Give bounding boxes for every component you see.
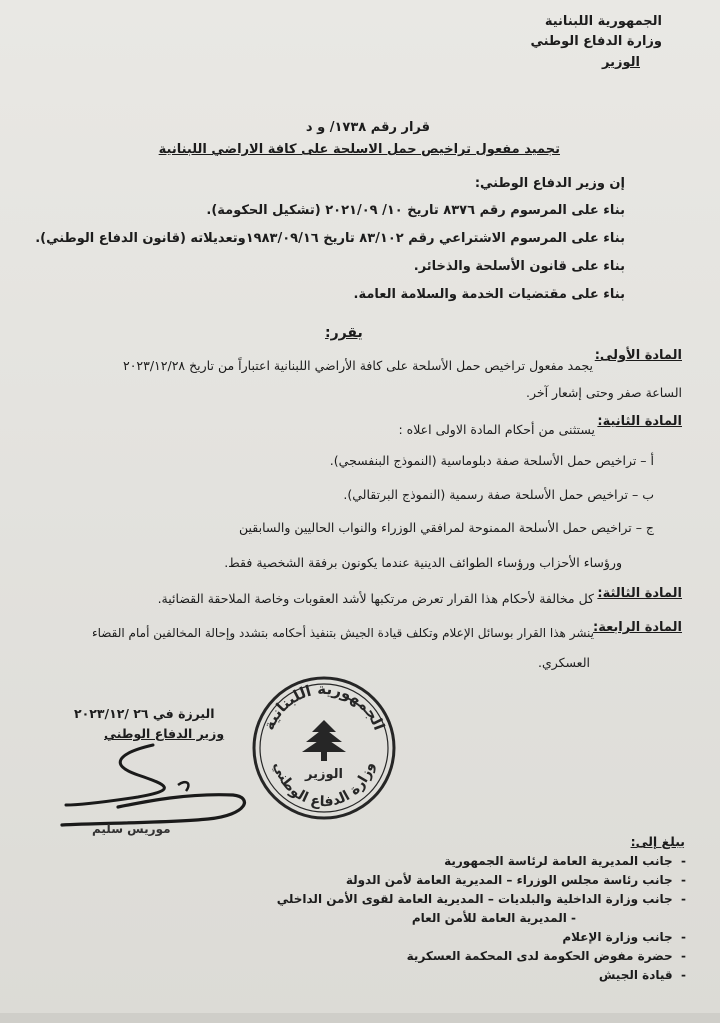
preamble-intro: إن وزير الدفاع الوطني: <box>474 176 625 191</box>
article-2-item-c-cont: ورؤساء الأحزاب ورؤساء الطوائف الدينية عندما يكونون برفقة الشخصية فقط. <box>224 555 622 570</box>
stamp-bottom-text: وزارة الدفاع الوطني <box>270 760 378 811</box>
header-minister: الوزير <box>602 55 640 70</box>
header-ministry: وزارة الدفاع الوطني <box>530 34 662 49</box>
cedar-tree-icon <box>302 720 346 761</box>
page-bottom-edge <box>0 1013 720 1023</box>
distribution-item: - قيادة الجيش <box>598 968 686 982</box>
article-2-item-a: أ – تراخيص حمل الأسلحة صفة دبلوماسية (النموذج البنفسجي). <box>329 453 654 468</box>
distribution-item: - جانب وزارة الداخلية والبلديات – المديرية العامة لقوى الأمن الداخلي <box>276 892 686 906</box>
article-2-title: المادة الثانية: <box>597 414 682 429</box>
article-4-title: المادة الرابعة: <box>593 620 682 635</box>
article-3-title: المادة الثالثة: <box>597 586 682 601</box>
preamble-basis-2: بناء على المرسوم الاشتراعي رقم ٨٣/١٠٢ تاريخ ١٩٨٣/٠٩/١٦وتعديلاته (قانون الدفاع الوطني). <box>35 231 625 246</box>
official-stamp <box>250 674 398 822</box>
distribution-list <box>266 852 686 985</box>
stamp-inner-text: الوزير <box>305 767 343 782</box>
header-republic: الجمهورية اللبنانية <box>544 14 662 29</box>
decision-title: تجميد مفعول تراخيص حمل الاسلحة على كافة الاراضي اللبنانية <box>158 142 560 157</box>
handwritten-signature <box>58 735 258 835</box>
distribution-item: - حضرة مفوض الحكومة لدى المحكمة العسكرية <box>406 949 686 963</box>
article-4-text: ينشر هذا القرار بوسائل الإعلام وتكلف قيادة الجيش بتنفيذ أحكامه بتشدد وإحالة المخالفين أمام القضاء <box>91 626 594 640</box>
distribution-item: - جانب المديرية العامة لرئاسة الجمهورية <box>444 854 686 868</box>
article-1-line-2: الساعة صفر وحتى إشعار آخر. <box>526 385 682 400</box>
article-1-title: المادة الأولى: <box>594 348 682 363</box>
distribution-item: - جانب وزارة الإعلام <box>562 930 686 944</box>
preamble-basis-3: بناء على قانون الأسلحة والذخائر. <box>413 259 625 274</box>
article-2-text: يستثنى من أحكام المادة الاولى اعلاه : <box>398 422 595 437</box>
signature-title: وزير الدفاع الوطني <box>104 726 225 741</box>
article-4-cont: العسكري. <box>537 655 590 670</box>
signature-name: موريس سليم <box>92 822 171 836</box>
distribution-item: - جانب رئاسة مجلس الوزراء – المديرية العامة لأمن الدولة <box>345 873 686 887</box>
decision-number: قرار رقم ١٧٣٨/ و د <box>305 120 430 135</box>
distribution-title: يبلغ إلى: <box>630 834 685 849</box>
article-3-text: كل مخالفة لأحكام هذا القرار تعرض مرتكبها لأشد العقوبات وخاصة الملاحقة القضائية. <box>157 591 594 606</box>
decides-heading: يقرر: <box>325 325 363 341</box>
article-1-line-1: يجمد مفعول تراخيص حمل الأسلحة على كافة الأراضي اللبنانية اعتباراً من تاريخ ٢٠٢٣/١٢/٢٨ <box>122 358 593 373</box>
stamp-outer-text: الجمهورية اللبنانية <box>259 679 389 733</box>
signature-place-date: اليرزة في ٢٦ /٢٠٢٣/١٢ <box>74 706 215 721</box>
article-2-item-c: ج – تراخيص حمل الأسلحة الممنوحة لمرافقي الوزراء والنواب الحاليين والسابقين <box>239 520 654 535</box>
preamble-basis-4: بناء على مقتضيات الخدمة والسلامة العامة. <box>353 287 625 302</box>
article-2-item-b: ب – تراخيص حمل الأسلحة صفة رسمية (النموذج البرتقالي). <box>343 487 654 502</box>
preamble-basis-1: بناء على المرسوم رقم ٨٣٧٦ تاريخ ١٠/ ٢٠٢١/٠٩ (تشكيل الحكومة). <box>206 203 625 218</box>
distribution-item: - المديرية العامة للأمن العام <box>411 911 576 925</box>
